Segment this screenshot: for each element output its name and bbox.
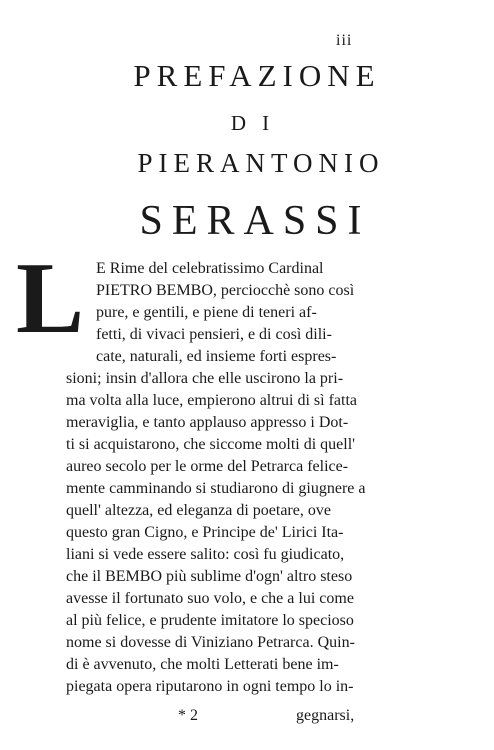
text-line: ti si acquistarono, che siccome molti di quell' [66, 436, 356, 453]
page-number: iii [336, 32, 353, 49]
text-line: sioni; insin d'allora che elle uscirono la pri- [66, 370, 344, 387]
text-line: PIETRO BEMBO, perciocchè sono così [96, 282, 355, 299]
title-line-di: DI [230, 111, 286, 135]
text-line: nome si dovesse di Viniziano Petrarca. Quin- [66, 634, 355, 651]
text-line: avesse il fortunato suo volo, e che a lui come [66, 590, 354, 607]
text-line: questo gran Cigno, e Principe de' Lirici Ita- [66, 524, 344, 541]
drop-cap: L [16, 242, 85, 355]
signature-mark: * 2 [178, 707, 198, 724]
text-line: piegata opera riputarono in ogni tempo lo in- [66, 678, 354, 695]
title-line-serassi: SERASSI [139, 198, 371, 244]
text-line: di è avvenuto, che molti Letterati bene im- [66, 656, 339, 673]
text-line: che il BEMBO più sublime d'ogn' altro steso [66, 568, 353, 585]
title-line-prefazione: PREFAZIONE [133, 58, 381, 93]
text-line: liani si vede essere salito: così fu giudicato, [66, 546, 345, 563]
text-line: aureo secolo per le orme del Petrarca felice- [66, 458, 349, 475]
text-line: mente camminando si studiarono di giugnere a [66, 480, 366, 497]
text-line: pure, e gentili, e piene di teneri af- [96, 304, 317, 321]
text-line: fetti, di vivaci pensieri, e di così dili- [96, 326, 332, 343]
text-line: E Rime del celebratissimo Cardinal [96, 260, 324, 277]
text-line: cate, naturali, ed insieme forti espres- [96, 348, 337, 365]
text-line: al più felice, e prudente imitatore lo specioso [66, 612, 354, 629]
text-line: meraviglia, e tanto applauso appresso i Dot- [66, 414, 349, 431]
catchword: gegnarsi, [296, 707, 355, 724]
title-line-pierantonio: PIERANTONIO [137, 148, 385, 178]
text-line: ma volta alla luce, empierono altrui di sì fatta [66, 392, 358, 409]
text-line: quell' altezza, ed eleganza di poetare, ove [66, 502, 331, 519]
